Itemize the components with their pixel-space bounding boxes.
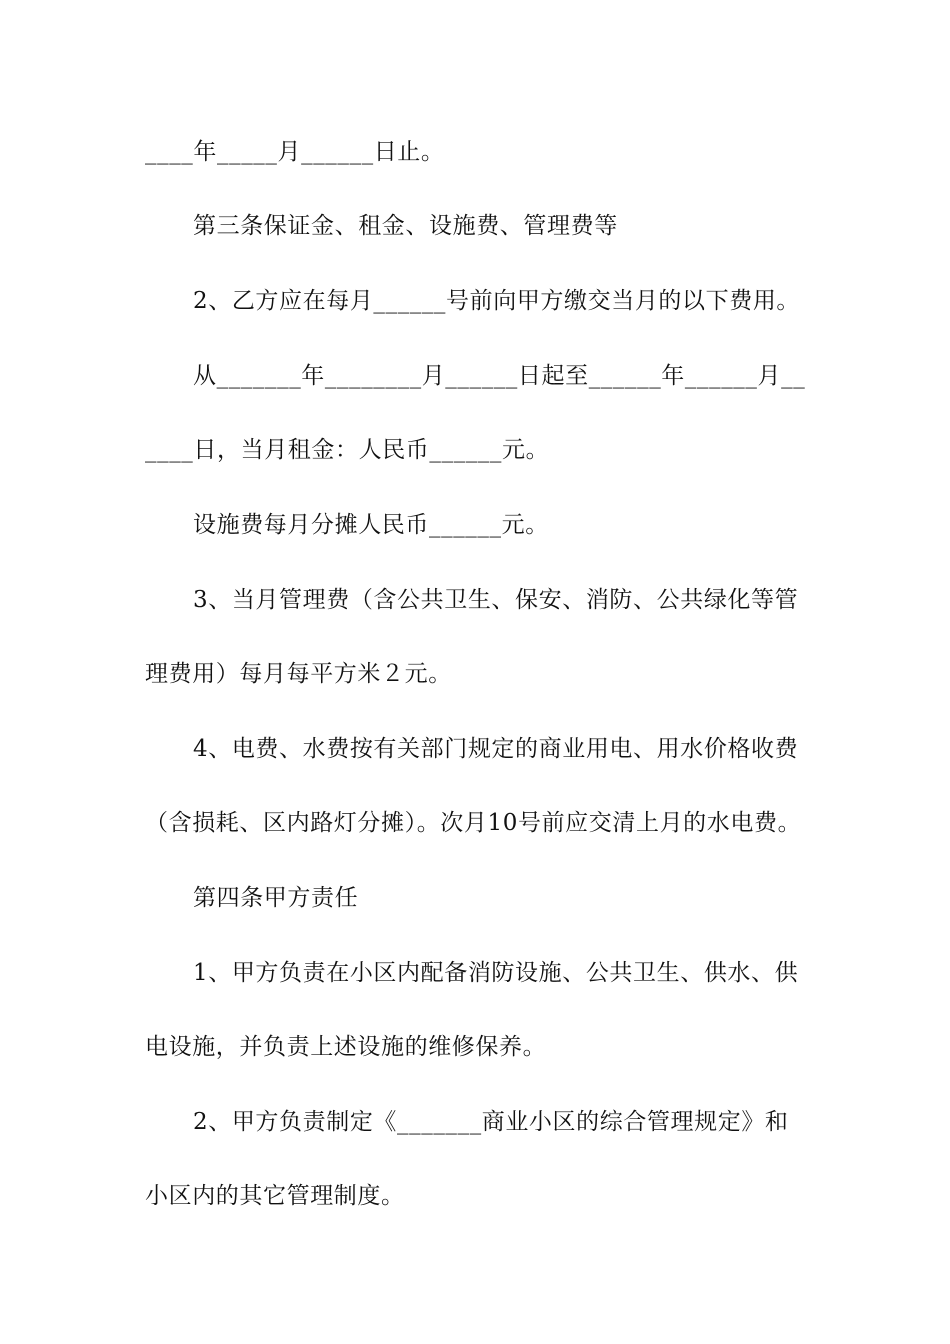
text-line-clause-4: 4、电费、水费按有关部门规定的商业用电、用水价格收费 — [193, 736, 799, 762]
text-line-duty-2-cont: 小区内的其它管理制度。 — [145, 1183, 405, 1209]
text-line-duty-2: 2、甲方负责制定《_______商业小区的综合管理规定》和 — [193, 1109, 789, 1135]
text-line-monthly-rent: ____日，当月租金：人民币______元。 — [145, 437, 550, 463]
text-line-clause-4-cont: （含损耗、区内路灯分摊）。次月10号前应交清上月的水电费。 — [145, 810, 802, 836]
text-line-clause-3: 3、当月管理费（含公共卫生、保安、消防、公共绿化等管 — [193, 587, 799, 613]
text-line-date-end: ____年_____月______日止。 — [145, 139, 445, 165]
heading-article-4: 第四条甲方责任 — [193, 885, 359, 911]
text-line-duty-1-cont: 电设施，并负责上述设施的维修保养。 — [145, 1034, 547, 1060]
text-line-clause-2: 2、乙方应在每月______号前向甲方缴交当月的以下费用。 — [193, 288, 801, 314]
text-line-period-from: 从_______年________月______日起至______年______月__ — [193, 363, 806, 389]
heading-article-3: 第三条保证金、租金、设施费、管理费等 — [193, 213, 618, 239]
text-line-facility-fee: 设施费每月分摊人民币______元。 — [193, 512, 549, 538]
text-line-duty-1: 1、甲方负责在小区内配备消防设施、公共卫生、供水、供 — [193, 960, 799, 986]
text-line-clause-3-cont: 理费用）每月每平方米２元。 — [145, 661, 452, 687]
